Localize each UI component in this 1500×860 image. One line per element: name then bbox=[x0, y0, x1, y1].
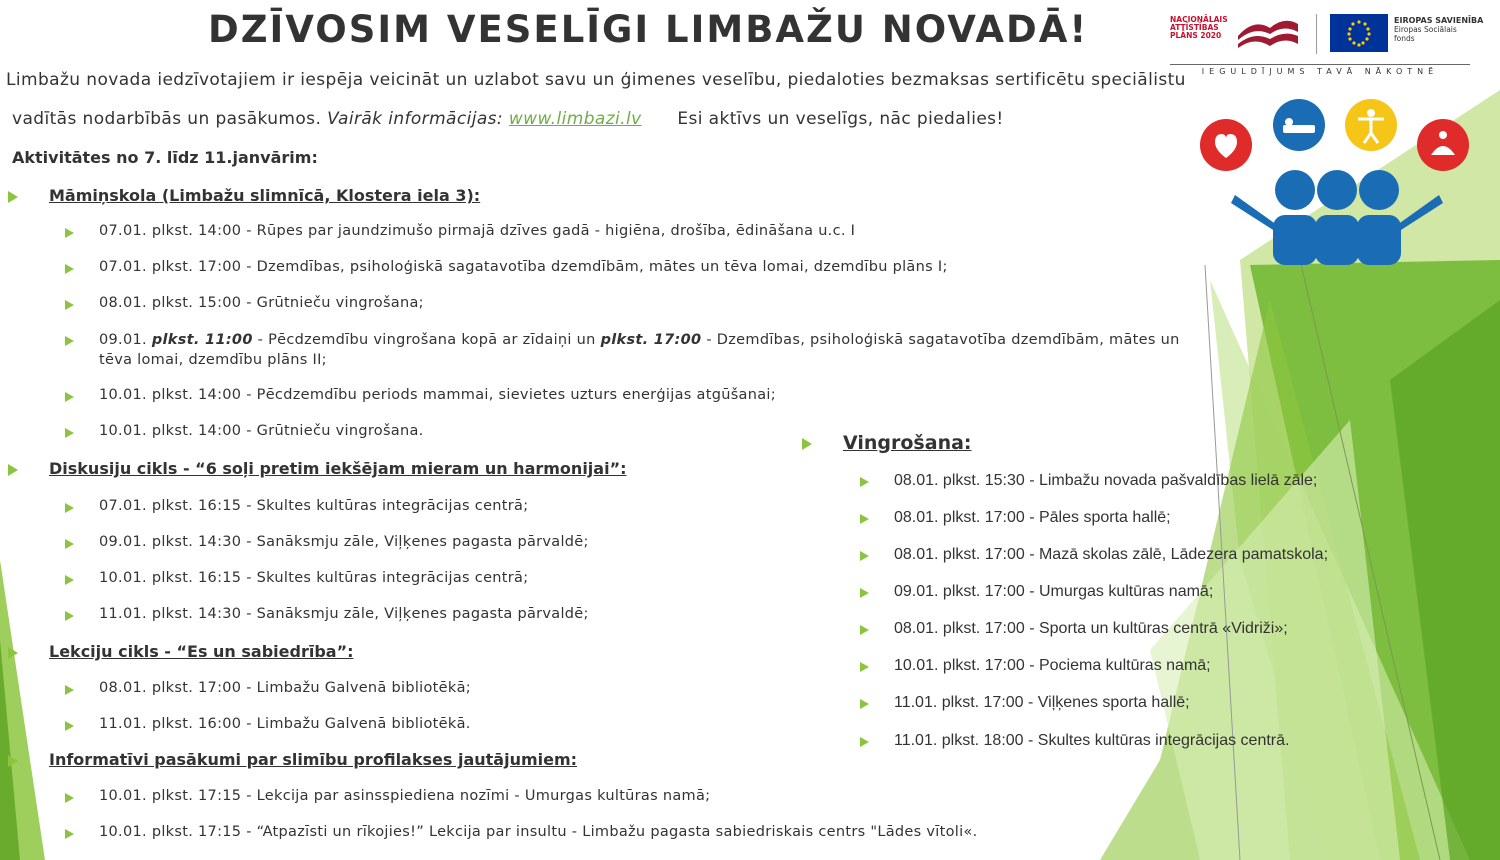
item-bullet-icon bbox=[65, 228, 74, 238]
list-item: 07.01. plkst. 16:15 - Skultes kultūras integrācijas centrā; bbox=[99, 498, 529, 514]
list-item: 11.01. plkst. 18:00 - Skultes kultūras integrācijas centrā. bbox=[894, 732, 1290, 749]
item-bullet-icon bbox=[65, 336, 74, 346]
item-time: plkst. 17:00 bbox=[600, 332, 702, 348]
section-bullet-icon bbox=[8, 755, 18, 767]
item-bullet-icon bbox=[65, 829, 74, 839]
list-item: 10.01. plkst. 17:15 - “Atpazīsti un rīkojies!” Lekcija par insultu - Limbažu pagasta sabiedriskais centrs "Lādes vītoli«. bbox=[99, 824, 978, 840]
slogan: Esi aktīvs un veselīgs, nāc piedalies! bbox=[677, 109, 1004, 129]
activities-subheading: Aktivitātes no 7. līdz 11.janvārim: bbox=[12, 148, 318, 167]
item-time: plkst. 11:00 bbox=[151, 332, 253, 348]
item-bullet-icon bbox=[65, 539, 74, 549]
list-item: 08.01. plkst. 15:30 - Limbažu novada pašvaldības lielā zāle; bbox=[894, 472, 1318, 489]
item-bullet-icon bbox=[860, 625, 869, 635]
item-bullet-icon bbox=[860, 551, 869, 561]
item-bullet-icon bbox=[65, 503, 74, 513]
list-item: 11.01. plkst. 14:30 - Sanāksmju zāle, Viļķenes pagasta pārvaldē; bbox=[99, 606, 589, 622]
list-item: 10.01. plkst. 14:00 - Grūtnieču vingrošana. bbox=[99, 423, 424, 439]
item-bullet-icon bbox=[65, 575, 74, 585]
eu-subtitle: Eiropas Sociālais fonds bbox=[1394, 25, 1457, 43]
section-bullet-icon bbox=[802, 438, 812, 450]
meditation-icon bbox=[1417, 119, 1469, 171]
section-bullet-icon bbox=[8, 647, 18, 659]
list-item: 08.01. plkst. 17:00 - Sporta un kultūras centrā «Vidriži»; bbox=[894, 620, 1288, 637]
section-title-diskusiju: Diskusiju cikls - “6 soļi pretim iekšējam mieram un harmonijai”: bbox=[49, 459, 627, 478]
section-title-lekciju: Lekciju cikls - “Es un sabiedrība”: bbox=[49, 642, 354, 661]
list-item: 10.01. plkst. 16:15 - Skultes kultūras integrācijas centrā; bbox=[99, 570, 529, 586]
item-bullet-icon bbox=[860, 737, 869, 747]
section-bullet-icon bbox=[8, 464, 18, 476]
list-item: 10.01. plkst. 14:00 - Pēcdzemdību periods mammai, sievietes uzturs enerģijas atgūšanai; bbox=[99, 387, 776, 403]
section-title-informativi: Informatīvi pasākumi par slimību profilakses jautājumiem: bbox=[49, 750, 578, 769]
section-title-vingrosana: Vingrošana: bbox=[843, 432, 972, 454]
list-item: 10.01. plkst. 17:00 - Pociema kultūras namā; bbox=[894, 657, 1211, 674]
logos-banner bbox=[1170, 12, 1490, 77]
item-text: - Dzemdības, psiholoģiskā sagatavotība dzemdībām, mātes un tēva lomai, dzemdību plāns II; bbox=[99, 332, 1180, 368]
nap-logo-text: NACIONĀLAIS ATTĪSTĪBAS PLĀNS 2020 bbox=[1170, 15, 1228, 40]
item-bullet-icon bbox=[860, 699, 869, 709]
item-bullet-icon bbox=[860, 477, 869, 487]
list-item bbox=[99, 330, 1209, 370]
item-text: - Pēcdzemdību vingrošana kopā ar zīdaiņi un bbox=[257, 332, 596, 348]
item-bullet-icon bbox=[860, 588, 869, 598]
healthy-people-illustration bbox=[1195, 95, 1485, 265]
page-title: DZĪVOSIM VESELĪGI LIMBAŽU NOVADĀ! bbox=[208, 8, 1089, 51]
list-item: 11.01. plkst. 17:00 - Viļķenes sporta hallē; bbox=[894, 694, 1190, 711]
item-bullet-icon bbox=[65, 793, 74, 803]
list-item: 10.01. plkst. 17:15 - Lekcija par asinsspiediena nozīmi - Umurgas kultūras namā; bbox=[99, 788, 711, 804]
list-item: 07.01. plkst. 14:00 - Rūpes par jaundzimušo pirmajā dzīves gadā - higiēna, drošība, ēdināšana u.c. I bbox=[99, 223, 856, 239]
section-title-maminskola: Māmiņskola (Limbažu slimnīcā, Klostera iela 3): bbox=[49, 186, 481, 205]
list-item: 08.01. plkst. 17:00 - Pāles sporta hallē; bbox=[894, 509, 1171, 526]
intro-line-2 bbox=[12, 109, 1004, 129]
eu-flag-icon bbox=[1330, 14, 1388, 52]
intro-line-1: Limbažu novada iedzīvotajiem ir iespēja veicināt un uzlabot savu un ģimenes veselību, piedaloties bezmaksas sertificētu speciālistu bbox=[6, 70, 1186, 90]
item-bullet-icon bbox=[65, 685, 74, 695]
list-item: 07.01. plkst. 17:00 - Dzemdības, psiholoģiskā sagatavotība dzemdībām, mātes un tēva lomai, dzemdību plāns I; bbox=[99, 259, 948, 275]
item-bullet-icon bbox=[860, 662, 869, 672]
website-link[interactable]: www.limbazi.lv bbox=[508, 109, 642, 129]
section-bullet-icon bbox=[8, 191, 18, 203]
list-item: 09.01. plkst. 17:00 - Umurgas kultūras namā; bbox=[894, 583, 1214, 600]
item-bullet-icon bbox=[65, 428, 74, 438]
list-item: 11.01. plkst. 16:00 - Limbažu Galvenā bibliotēkā. bbox=[99, 716, 471, 732]
item-bullet-icon bbox=[65, 392, 74, 402]
item-bullet-icon bbox=[65, 721, 74, 731]
eu-title: EIROPAS SAVIENĪBA bbox=[1394, 16, 1484, 25]
item-bullet-icon bbox=[860, 514, 869, 524]
list-item: 08.01. plkst. 17:00 - Limbažu Galvenā bibliotēkā; bbox=[99, 680, 471, 696]
intro-line-2-text: vadītās nodarbībās un pasākumos. bbox=[12, 109, 322, 129]
item-bullet-icon bbox=[65, 300, 74, 310]
item-bullet-icon bbox=[65, 264, 74, 274]
more-info-label: Vairāk informācijas: bbox=[327, 109, 504, 129]
latvia-ribbon-icon bbox=[1234, 14, 1302, 52]
list-item: 09.01. plkst. 14:30 - Sanāksmju zāle, Viļķenes pagasta pārvaldē; bbox=[99, 534, 589, 550]
eu-text bbox=[1394, 16, 1483, 43]
item-date: 09.01. bbox=[99, 332, 147, 348]
item-bullet-icon bbox=[65, 611, 74, 621]
list-item: 08.01. plkst. 15:00 - Grūtnieču vingrošana; bbox=[99, 295, 424, 311]
list-item: 08.01. plkst. 17:00 - Mazā skolas zālē, Lādezera pamatskola; bbox=[894, 546, 1329, 563]
people-group-icon bbox=[1231, 170, 1443, 265]
logo-separator bbox=[1316, 14, 1317, 54]
tagline: IEGULDĪJUMS TAVĀ NĀKOTNĒ bbox=[1170, 64, 1470, 76]
